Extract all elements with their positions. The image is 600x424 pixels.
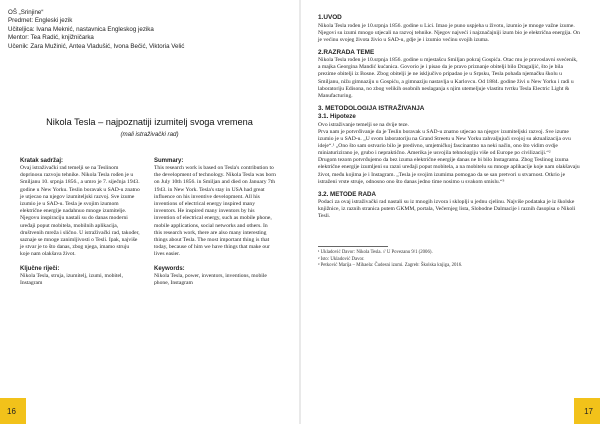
subsection-methods-heading: 3.2. METODE RADA xyxy=(318,190,376,198)
section-discussion-text: Nikola Tesla rođen je 10.srpnja 1856. godine u mjestašcu Smiljan pokraj Gospića. Otac mu je pravoslavni svećenik, a majka Georgina Mandić kućanica. Govorio je i pisao da je pravo priznanje obitelji bilo Dragaljić, što je bila prezime obitelji iz Bosne. Zbog obitelji je ne isključivo pripadao je u Srpsku, Tesla pohađa njemačku školu u Smiljanu, nižu gimnaziju u Gospiću, a gimnaziju nastavlja u Karlovcu. Od 1884. godine živi u New Yorku i radi u laboratoriju Edisona, no zbog velikih osobnih neslaganja s njim utemeljuje vlastitu tvrtku Tesla Electric Light & Manufacturing. xyxy=(318,57,578,99)
croatian-abstract-column xyxy=(20,157,140,293)
methods-text: Podaci za ovaj istraživački rad nastali su iz mnogih izvora i skloplji u jednu cjelinu. Najviše podataka je iz školske knjižnice, iz raznih stranica putem GKMM, portala, Večernjeg lista, Slobodne Dalmacije i raznih časopisa o Nikoli Tesli. xyxy=(318,199,576,220)
summary-hr-heading: Kratak sadržaj: xyxy=(20,158,64,164)
article-body xyxy=(318,14,581,269)
page-number-right: 17 xyxy=(584,407,593,416)
hypotheses-intro-text: Ovo istraživanje temelji se na dvije teze. xyxy=(318,121,409,128)
subsection-hypotheses-heading: 3.1. Hipoteze xyxy=(318,113,356,121)
left-page xyxy=(0,0,299,424)
teacher-line: Učiteljica: Ivana Meknić, nastavnica Engleskog jezika xyxy=(8,25,154,33)
summary-hr-text: Ovaj istraživački rad temelji se na Teslinom doprinosu razvoju tehnike. Nikola Tesla rođen je u Smiljanu 10. srpnja 1856., a umro je 7. siječnja 1943. godine u New Yorku. Teslin boravak u SAD-u znatno je utjecao na njegov izumiteljski razvoj. Sve izume izumio je u SAD-u. Tesla je svojim izumom električne energije nadahnuo mnoge izumitelje. Njegovu inspiraciju nastali su do danas moderni uređaji poput mobitela, mobilnih aplikacija, društvenih mreža i slično. U istraživački rad, također, saznaje se mnoge zanimljivosti o Tesli. Ipak, najviše je stvar je to što danas, zbog njega, imamo struju koje nam olakšava život. xyxy=(20,165,140,258)
hypothesis-two-text: Drugom tezom potvrđujemo da bez izuma električne energije danas ne bi bilo Instagrama. Zbog Teslinog izuma električne energije izumljeni su razni uređaji poput mobitela, a na mobitelu su mnoge aplikacije koje nam olakšavaju život, među kojima je i Instagram. „Tesla je svojim izumima pomogao da se san pretvori u stvarnost. Otkrio je istraženi vrste struje, odnosno ono što danas jedno time nosimo u svakom smislu.“³ xyxy=(318,157,580,185)
keywords-en-heading: Keywords: xyxy=(154,265,185,272)
article-subtitle: (mali istraživački rad) xyxy=(120,131,179,138)
keywords-hr-heading: Ključne riječi: xyxy=(20,265,60,272)
keywords-hr-text: Nikola Tesla, struja, izumitelj, izumi, mobitel, Instagram xyxy=(20,272,123,286)
footnote-3: ³ Petković Marija – Mihaela: Čudesni izumi. Zagreb: Školska knjiga, 2016. xyxy=(318,262,463,268)
school-line: OŠ „Srinjine“ xyxy=(8,9,44,16)
footnote-1: ¹ Ukladović Davor: Nikola Tesla. // U Povezanu 9/1 (2006). xyxy=(318,250,433,256)
summary-en-text: This research work is based on Tesla's contribution to the development of technology. Nikola Tesla was born on July 10th 1856. in Smiljan and died on January 7th 1943. in New York. Tesla's stay in USA had great influence on his inventive development. All his inventions of electrical energy inspired many inventors. He inspired many inventors by his invention of electrical energy, such as mobile phone, mobile applications, social networks and others. In this research work, there are also many interesting things about Tesla. The most important thing is that today, because of him we have things that make our lives easier. xyxy=(154,165,276,258)
hypothesis-one-text: Prva nam je potvrđivanje da je Teslin boravak u SAD-u znatno utjecao na njegov izumiteljski razvoj. Sve izume izumio je u SAD-u. „U svom laboratoriju na Grand Streetu u New Yorku zahvaljujući svojoj su aktualizacija ovu ideje“.¹ „Ono što sam ostvario bilo je predivno, umjetničkoj fascinantno na neki način, ono što vidim ovdje miniaturizirano je, grubo i nepraktično. Amerika je usvojila tehnologiju više od Europe po civilizaciji.“² xyxy=(318,128,571,157)
page-number-left: 16 xyxy=(7,407,16,416)
english-abstract-column xyxy=(154,157,277,293)
section-intro-heading: 1.UVOD xyxy=(318,14,342,21)
document-header xyxy=(8,9,288,51)
section-discussion-heading: 2.RAZRADA TEME xyxy=(318,48,375,56)
mentor-line: Mentor: Tea Radić, knjižničarka xyxy=(8,34,94,42)
right-page xyxy=(301,0,600,424)
keywords-en-text: Nikola Tesla, power, inventors, inventions, mobile phone, Instagram xyxy=(154,272,267,286)
article-title: Nikola Tesla – najpoznatiji izumitelj svoga vremena xyxy=(46,117,253,127)
section-intro-text: Nikola Tesla rođen je 10.srpnja 1856. godine u Lici. Imao je puno uspjeha u životu, izumio je mnoge važne izume. Njegovi su izumi mnogo utjecali na razvoj tehnike. Njegov najveći i najznačajniji izum bio je električna energija. On je većinu svojeg života živio u SAD-u, gdje je i izumio većinu svojih izuma. xyxy=(318,22,580,43)
footnote-2: ² Isto: Ukladović Davor. xyxy=(318,256,365,262)
students-line: Učenik: Zara Mužinić, Antea Vladušić, Ivona Bečić, Viktoria Velić xyxy=(8,42,185,50)
footnote-divider xyxy=(318,246,388,247)
subject-line: Predmet: Engleski jezik xyxy=(8,17,73,25)
section-methodology-heading: 3. METODOLOGIJA ISTRAŽIVANJA xyxy=(318,104,425,112)
summary-en-heading: Summary: xyxy=(154,158,184,164)
